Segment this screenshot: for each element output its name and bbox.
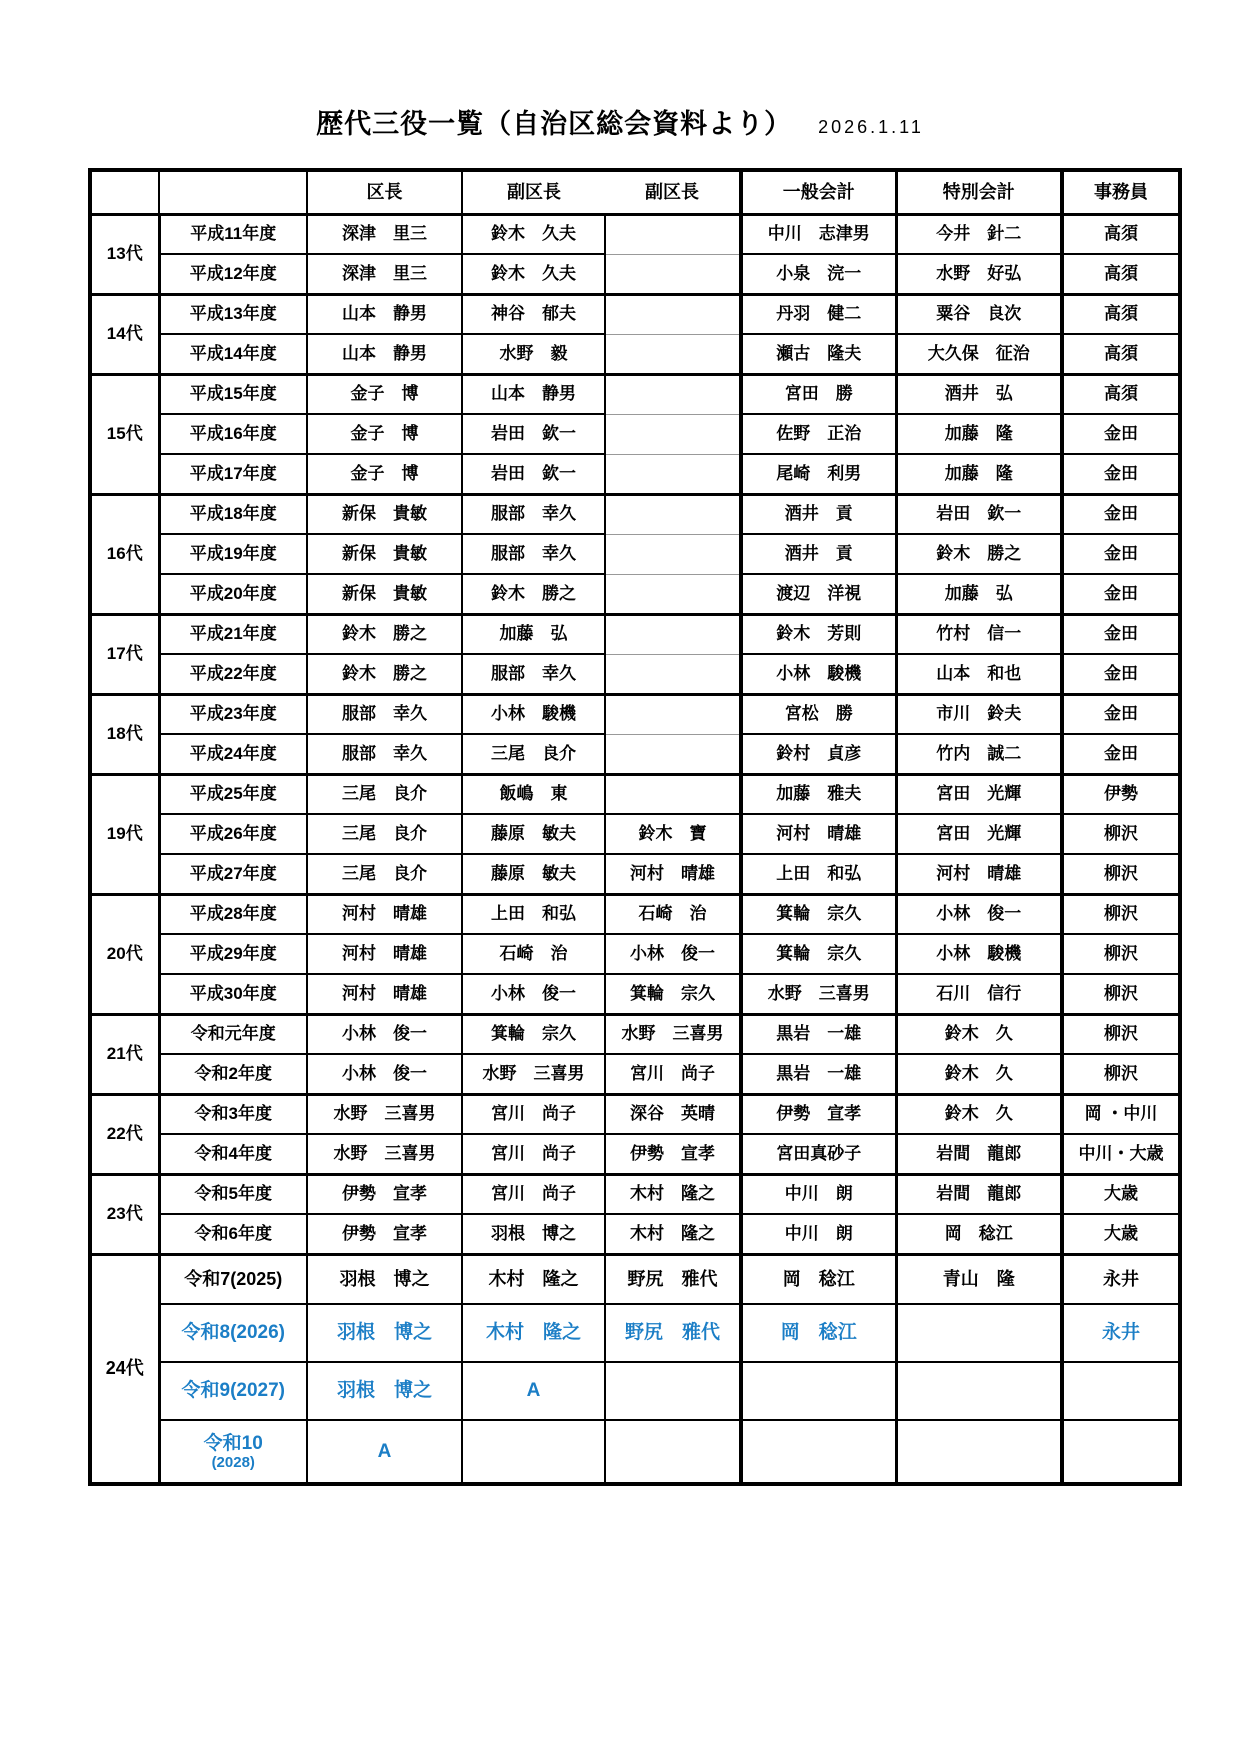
cell-fuku1: 飯嶋 東: [462, 774, 605, 814]
cell-jimuin: 永井: [1062, 1304, 1180, 1362]
cell-fuku2: [605, 614, 741, 654]
year-cell: [159, 814, 307, 854]
cell-fuku1: [462, 1420, 605, 1484]
year-label: 平成30年度: [189, 983, 277, 1003]
cell-fuku1: 小林 駿機: [462, 694, 605, 734]
cell-jimuin: 柳沢: [1062, 1054, 1180, 1094]
cell-tokubetsu: 河村 晴雄: [896, 854, 1062, 894]
year-cell: [159, 534, 307, 574]
table-row: [90, 974, 1180, 1014]
table-row: [90, 494, 1180, 534]
header-fuku-kucho-1: 副区長: [462, 170, 605, 214]
cell-ippan: 渡辺 洋視: [741, 574, 896, 614]
cell-tokubetsu: 酒井 弘: [896, 374, 1062, 414]
generation-label: 19代: [90, 774, 159, 894]
cell-jimuin: 柳沢: [1062, 974, 1180, 1014]
cell-ippan: [741, 1420, 896, 1484]
cell-fuku1: 宮川 尚子: [462, 1134, 605, 1174]
cell-ippan: 上田 和弘: [741, 854, 896, 894]
cell-fuku1: 宮川 尚子: [462, 1094, 605, 1134]
year-cell: [159, 1304, 307, 1362]
cell-tokubetsu: 加藤 隆: [896, 414, 1062, 454]
cell-jimuin: 金田: [1062, 734, 1180, 774]
cell-kucho: 深津 里三: [307, 254, 462, 294]
cell-fuku1: 木村 隆之: [462, 1254, 605, 1304]
year-label: 平成13年度: [189, 304, 277, 324]
year-label: 平成27年度: [189, 863, 277, 883]
cell-tokubetsu: 小林 駿機: [896, 934, 1062, 974]
year-label: 令和元年度: [190, 1024, 276, 1044]
year-label: 平成22年度: [189, 663, 277, 683]
cell-kucho: 三尾 良介: [307, 774, 462, 814]
cell-kucho: 河村 晴雄: [307, 974, 462, 1014]
cell-ippan: 岡 稔江: [741, 1254, 896, 1304]
header-jimuin: 事務員: [1062, 170, 1180, 214]
cell-ippan: 箕輪 宗久: [741, 894, 896, 934]
year-label: 平成20年度: [189, 583, 277, 603]
year-cell: [159, 774, 307, 814]
year-cell: [159, 414, 307, 454]
generation-label: 20代: [90, 894, 159, 1014]
year-label: 平成24年度: [189, 743, 277, 763]
year-cell: [159, 854, 307, 894]
cell-fuku1: 鈴木 久夫: [462, 254, 605, 294]
year-cell: [159, 254, 307, 294]
year-label: 平成17年度: [189, 463, 277, 483]
cell-kucho: 鈴木 勝之: [307, 654, 462, 694]
cell-kucho: 伊勢 宣孝: [307, 1174, 462, 1214]
generation-label: 23代: [90, 1174, 159, 1254]
year-cell: [159, 214, 307, 254]
year-label: 令和9(2027): [181, 1380, 285, 1402]
cell-jimuin: 柳沢: [1062, 1014, 1180, 1054]
cell-kucho: 新保 貴敏: [307, 494, 462, 534]
cell-kucho: 小林 俊一: [307, 1014, 462, 1054]
year-cell: [159, 374, 307, 414]
cell-jimuin: 柳沢: [1062, 854, 1180, 894]
cell-tokubetsu: 鈴木 久: [896, 1014, 1062, 1054]
cell-fuku2: [605, 774, 741, 814]
year-cell: [159, 1134, 307, 1174]
cell-tokubetsu: 宮田 光輝: [896, 774, 1062, 814]
year-label: 平成16年度: [189, 424, 277, 444]
cell-ippan: 宮田 勝: [741, 374, 896, 414]
officers-history-table: [88, 168, 1182, 1486]
header-year: [159, 170, 307, 214]
cell-tokubetsu: [896, 1362, 1062, 1420]
table-row: [90, 214, 1180, 254]
generation-label: 17代: [90, 614, 159, 694]
table-row: [90, 1420, 1180, 1484]
cell-fuku1: 羽根 博之: [462, 1214, 605, 1254]
cell-tokubetsu: 岡 稔江: [896, 1214, 1062, 1254]
cell-ippan: 丹羽 健二: [741, 294, 896, 334]
cell-kucho: 深津 里三: [307, 214, 462, 254]
cell-tokubetsu: 岩田 欽一: [896, 494, 1062, 534]
table-row: [90, 1304, 1180, 1362]
cell-jimuin: [1062, 1362, 1180, 1420]
cell-jimuin: 高須: [1062, 294, 1180, 334]
cell-fuku2: 水野 三喜男: [605, 1014, 741, 1054]
year-cell: [159, 1174, 307, 1214]
cell-jimuin: 金田: [1062, 694, 1180, 734]
cell-kucho: 山本 静男: [307, 334, 462, 374]
document-date: 2026.1.11: [818, 117, 924, 137]
cell-tokubetsu: 大久保 征治: [896, 334, 1062, 374]
cell-fuku1: A: [462, 1362, 605, 1420]
cell-tokubetsu: 鈴木 久: [896, 1094, 1062, 1134]
cell-fuku1: 服部 幸久: [462, 654, 605, 694]
cell-kucho: 河村 晴雄: [307, 934, 462, 974]
cell-ippan: 黒岩 一雄: [741, 1054, 896, 1094]
year-label: 平成23年度: [189, 704, 277, 724]
year-cell: [159, 654, 307, 694]
cell-kucho: 水野 三喜男: [307, 1134, 462, 1174]
cell-jimuin: 大歳: [1062, 1174, 1180, 1214]
generation-label: 18代: [90, 694, 159, 774]
table-row: [90, 534, 1180, 574]
cell-fuku2: 宮川 尚子: [605, 1054, 741, 1094]
cell-jimuin: 大歳: [1062, 1214, 1180, 1254]
year-cell: [159, 1420, 307, 1484]
table-row: [90, 374, 1180, 414]
cell-jimuin: 伊勢: [1062, 774, 1180, 814]
generation-label: 24代: [90, 1254, 159, 1484]
cell-fuku2: [605, 254, 741, 294]
cell-fuku1: 箕輪 宗久: [462, 1014, 605, 1054]
year-cell: [159, 614, 307, 654]
cell-fuku1: 山本 静男: [462, 374, 605, 414]
cell-ippan: 岡 稔江: [741, 1304, 896, 1362]
generation-label: 22代: [90, 1094, 159, 1174]
cell-tokubetsu: 小林 俊一: [896, 894, 1062, 934]
cell-fuku2: [605, 294, 741, 334]
cell-ippan: 小泉 浣一: [741, 254, 896, 294]
cell-tokubetsu: 今井 針二: [896, 214, 1062, 254]
header-fuku-kucho-2: 副区長: [605, 170, 741, 214]
cell-kucho: 三尾 良介: [307, 814, 462, 854]
cell-jimuin: 柳沢: [1062, 894, 1180, 934]
cell-tokubetsu: 加藤 弘: [896, 574, 1062, 614]
cell-tokubetsu: 石川 信行: [896, 974, 1062, 1014]
cell-jimuin: 金田: [1062, 494, 1180, 534]
year-cell: [159, 1054, 307, 1094]
generation-label: 13代: [90, 214, 159, 294]
cell-ippan: 佐野 正治: [741, 414, 896, 454]
cell-tokubetsu: 粟谷 良次: [896, 294, 1062, 334]
cell-kucho: 山本 静男: [307, 294, 462, 334]
cell-fuku2: 野尻 雅代: [605, 1304, 741, 1362]
year-label: 平成29年度: [189, 944, 277, 964]
cell-tokubetsu: 岩間 龍郎: [896, 1134, 1062, 1174]
cell-fuku2: 箕輪 宗久: [605, 974, 741, 1014]
cell-tokubetsu: 岩間 龍郎: [896, 1174, 1062, 1214]
cell-ippan: 尾崎 利男: [741, 454, 896, 494]
year-cell: [159, 1362, 307, 1420]
cell-tokubetsu: 鈴木 勝之: [896, 534, 1062, 574]
cell-ippan: 中川 朗: [741, 1174, 896, 1214]
cell-fuku2: 深谷 英晴: [605, 1094, 741, 1134]
cell-fuku2: [605, 654, 741, 694]
cell-tokubetsu: [896, 1420, 1062, 1484]
cell-fuku2: [605, 1362, 741, 1420]
year-label: 令和4年度: [194, 1143, 272, 1163]
table-row: [90, 774, 1180, 814]
cell-fuku2: [605, 374, 741, 414]
cell-tokubetsu: 宮田 光輝: [896, 814, 1062, 854]
generation-label: 14代: [90, 294, 159, 374]
year-label: 令和6年度: [194, 1223, 272, 1243]
cell-kucho: A: [307, 1420, 462, 1484]
cell-tokubetsu: 青山 隆: [896, 1254, 1062, 1304]
cell-kucho: 羽根 博之: [307, 1304, 462, 1362]
cell-jimuin: 金田: [1062, 614, 1180, 654]
year-label-line2: (2028): [211, 1454, 255, 1472]
table-row: [90, 454, 1180, 494]
cell-kucho: 新保 貴敏: [307, 574, 462, 614]
generation-label: 15代: [90, 374, 159, 494]
cell-ippan: 小林 駿機: [741, 654, 896, 694]
header-ippan-kaikei: 一般会計: [741, 170, 896, 214]
table-row: [90, 894, 1180, 934]
cell-jimuin: 高須: [1062, 374, 1180, 414]
cell-ippan: 宮田真砂子: [741, 1134, 896, 1174]
cell-fuku2: [605, 214, 741, 254]
cell-kucho: 金子 博: [307, 454, 462, 494]
cell-ippan: 酒井 貢: [741, 494, 896, 534]
table-row: [90, 574, 1180, 614]
year-cell: [159, 454, 307, 494]
year-label: 令和10: [203, 1432, 263, 1454]
cell-kucho: 小林 俊一: [307, 1054, 462, 1094]
cell-jimuin: 柳沢: [1062, 934, 1180, 974]
cell-tokubetsu: 竹村 信一: [896, 614, 1062, 654]
year-cell: [159, 974, 307, 1014]
cell-fuku1: 岩田 欽一: [462, 414, 605, 454]
page-title: 歴代三役一覧（自治区総会資料より）: [316, 109, 793, 139]
cell-kucho: 伊勢 宣孝: [307, 1214, 462, 1254]
title-bar: [0, 102, 1240, 141]
year-cell: [159, 934, 307, 974]
cell-kucho: 新保 貴敏: [307, 534, 462, 574]
cell-fuku1: 神谷 郁夫: [462, 294, 605, 334]
cell-fuku2: [605, 734, 741, 774]
generation-label: 21代: [90, 1014, 159, 1094]
cell-tokubetsu: 加藤 隆: [896, 454, 1062, 494]
header-kucho: 区長: [307, 170, 462, 214]
cell-jimuin: 柳沢: [1062, 814, 1180, 854]
table-row: [90, 1254, 1180, 1304]
cell-kucho: 河村 晴雄: [307, 894, 462, 934]
cell-fuku2: [605, 334, 741, 374]
generation-label: 16代: [90, 494, 159, 614]
year-label: 平成25年度: [189, 784, 277, 804]
cell-fuku2: [605, 414, 741, 454]
cell-fuku1: 藤原 敏夫: [462, 814, 605, 854]
cell-fuku1: 上田 和弘: [462, 894, 605, 934]
cell-tokubetsu: 鈴木 久: [896, 1054, 1062, 1094]
year-cell: [159, 1014, 307, 1054]
cell-fuku2: [605, 574, 741, 614]
table-row: [90, 814, 1180, 854]
year-label: 令和5年度: [194, 1184, 272, 1204]
cell-fuku2: [605, 534, 741, 574]
cell-ippan: 水野 三喜男: [741, 974, 896, 1014]
year-cell: [159, 694, 307, 734]
cell-fuku1: 水野 三喜男: [462, 1054, 605, 1094]
cell-fuku2: 木村 隆之: [605, 1174, 741, 1214]
cell-ippan: 河村 晴雄: [741, 814, 896, 854]
cell-tokubetsu: 竹内 誠二: [896, 734, 1062, 774]
cell-fuku2: 小林 俊一: [605, 934, 741, 974]
header-generation: [90, 170, 159, 214]
cell-fuku2: 河村 晴雄: [605, 854, 741, 894]
cell-jimuin: 高須: [1062, 254, 1180, 294]
year-cell: [159, 1214, 307, 1254]
cell-ippan: 中川 朗: [741, 1214, 896, 1254]
cell-ippan: 伊勢 宣孝: [741, 1094, 896, 1134]
table-row: [90, 1362, 1180, 1420]
year-label: 平成11年度: [190, 224, 277, 244]
table-row: [90, 694, 1180, 734]
table-row: [90, 1174, 1180, 1214]
cell-kucho: 金子 博: [307, 414, 462, 454]
year-cell: [159, 1254, 307, 1304]
table-row: [90, 654, 1180, 694]
table-row: [90, 1214, 1180, 1254]
cell-ippan: 中川 志津男: [741, 214, 896, 254]
cell-jimuin: 金田: [1062, 454, 1180, 494]
cell-kucho: 羽根 博之: [307, 1254, 462, 1304]
cell-jimuin: 金田: [1062, 574, 1180, 614]
year-label: 平成26年度: [189, 824, 277, 844]
cell-fuku1: 服部 幸久: [462, 494, 605, 534]
year-cell: [159, 734, 307, 774]
year-label: 平成18年度: [189, 504, 277, 524]
cell-ippan: 鈴木 芳則: [741, 614, 896, 654]
cell-fuku1: 鈴木 久夫: [462, 214, 605, 254]
year-label: 平成14年度: [189, 343, 277, 363]
cell-fuku1: 服部 幸久: [462, 534, 605, 574]
cell-kucho: 鈴木 勝之: [307, 614, 462, 654]
year-label: 令和2年度: [194, 1063, 272, 1083]
cell-tokubetsu: 市川 鈴夫: [896, 694, 1062, 734]
cell-kucho: 羽根 博之: [307, 1362, 462, 1420]
header-tokubetsu-kaikei: 特別会計: [896, 170, 1062, 214]
table-row: [90, 854, 1180, 894]
cell-fuku2: [605, 1420, 741, 1484]
year-label: 令和3年度: [194, 1104, 272, 1124]
cell-fuku1: 水野 毅: [462, 334, 605, 374]
cell-ippan: 宮松 勝: [741, 694, 896, 734]
year-cell: [159, 494, 307, 534]
cell-tokubetsu: 水野 好弘: [896, 254, 1062, 294]
year-cell: [159, 574, 307, 614]
cell-fuku2: 木村 隆之: [605, 1214, 741, 1254]
cell-jimuin: 金田: [1062, 534, 1180, 574]
year-cell: [159, 334, 307, 374]
year-cell: [159, 894, 307, 934]
year-cell: [159, 294, 307, 334]
cell-kucho: 金子 博: [307, 374, 462, 414]
cell-ippan: 瀬古 隆夫: [741, 334, 896, 374]
cell-fuku1: 石崎 治: [462, 934, 605, 974]
cell-fuku1: 木村 隆之: [462, 1304, 605, 1362]
cell-kucho: 服部 幸久: [307, 734, 462, 774]
cell-fuku2: 伊勢 宣孝: [605, 1134, 741, 1174]
cell-jimuin: 中川・大歳: [1062, 1134, 1180, 1174]
cell-jimuin: 高須: [1062, 214, 1180, 254]
cell-fuku2: [605, 454, 741, 494]
year-label: 令和8(2026): [181, 1322, 285, 1344]
year-label: 平成21年度: [189, 624, 277, 644]
table-row: [90, 1134, 1180, 1174]
cell-fuku1: 鈴木 勝之: [462, 574, 605, 614]
year-label: 平成15年度: [189, 384, 277, 404]
cell-ippan: 加藤 雅夫: [741, 774, 896, 814]
cell-kucho: 三尾 良介: [307, 854, 462, 894]
table-row: [90, 934, 1180, 974]
cell-kucho: 服部 幸久: [307, 694, 462, 734]
year-label: 令和7(2025): [184, 1268, 283, 1289]
cell-kucho: 水野 三喜男: [307, 1094, 462, 1134]
cell-fuku2: 野尻 雅代: [605, 1254, 741, 1304]
table-row: [90, 614, 1180, 654]
cell-fuku2: [605, 694, 741, 734]
cell-ippan: 箕輪 宗久: [741, 934, 896, 974]
header-row: [90, 170, 1180, 214]
cell-fuku1: 三尾 良介: [462, 734, 605, 774]
year-label: 平成19年度: [189, 544, 277, 564]
cell-ippan: 酒井 貢: [741, 534, 896, 574]
cell-jimuin: [1062, 1420, 1180, 1484]
cell-jimuin: 金田: [1062, 654, 1180, 694]
cell-ippan: 黒岩 一雄: [741, 1014, 896, 1054]
cell-jimuin: 永井: [1062, 1254, 1180, 1304]
cell-fuku1: 宮川 尚子: [462, 1174, 605, 1214]
cell-ippan: 鈴村 貞彦: [741, 734, 896, 774]
year-label: 平成28年度: [189, 904, 277, 924]
year-label: 平成12年度: [189, 263, 277, 283]
cell-fuku1: 小林 俊一: [462, 974, 605, 1014]
cell-tokubetsu: [896, 1304, 1062, 1362]
year-cell: [159, 1094, 307, 1134]
cell-fuku1: 岩田 欽一: [462, 454, 605, 494]
table-row: [90, 414, 1180, 454]
cell-ippan: [741, 1362, 896, 1420]
table-row: [90, 734, 1180, 774]
table-row: [90, 1054, 1180, 1094]
cell-jimuin: 岡 ・中川: [1062, 1094, 1180, 1134]
cell-fuku2: 石崎 治: [605, 894, 741, 934]
table-row: [90, 1094, 1180, 1134]
cell-fuku2: 鈴木 寶: [605, 814, 741, 854]
table-row: [90, 1014, 1180, 1054]
table-row: [90, 334, 1180, 374]
cell-fuku1: 加藤 弘: [462, 614, 605, 654]
cell-fuku2: [605, 494, 741, 534]
cell-tokubetsu: 山本 和也: [896, 654, 1062, 694]
table-row: [90, 294, 1180, 334]
table-row: [90, 254, 1180, 294]
cell-jimuin: 高須: [1062, 334, 1180, 374]
cell-fuku1: 藤原 敏夫: [462, 854, 605, 894]
cell-jimuin: 金田: [1062, 414, 1180, 454]
